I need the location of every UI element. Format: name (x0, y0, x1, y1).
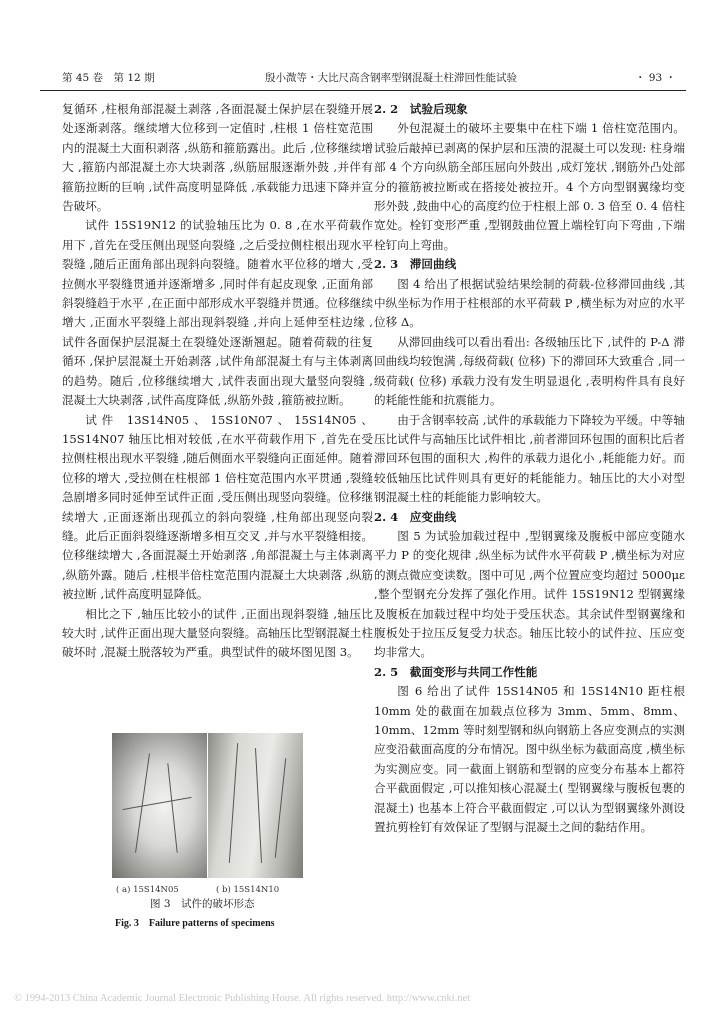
specimen-photo-15S14N10 (208, 733, 303, 878)
article-running-title: 殷小溦等・大比尺高含钢率型钢混凝土柱滞回性能试验 (265, 72, 517, 84)
paragraph: 由于含钢率较高 ,试件的承载能力下降较为平缓。中等轴压比试件与高轴压比试件相比 ,前者滞回环包围的面积比后者滞回环包围的面积大 ,构件的承载力退化小 ,耗能能力好。而较低轴压比试件则具有更好的耗能能力。轴压比的大小对型钢混凝土柱的耗能能力影响较大。 (374, 412, 685, 505)
section-heading-2-2: 2. 2 试验后现象 (374, 102, 468, 116)
paragraph: 外包混凝土的破坏主要集中在柱下端 1 倍柱宽范围内。试验后敲掉已剥离的保护层和压溃的混凝土可以发现: 柱身端部 4 个方向纵筋全部压屈向外鼓出 ,成灯笼状 ,钢筋外凸处部分的箍筋被拉断或在搭接处被拉开。4 个方向型钢翼缘均变形外鼓 ,鼓曲中心的高度约位于柱根上部 0. 3 倍至 0. 4 倍柱宽处。栓钉变形严重 ,型钢鼓曲位置上端栓钉向下弯曲 ,下端栓钉向上弯曲。 (374, 121, 685, 252)
copyright-footer: © 1994-2013 China Academic Journal Electronic Publishing House. All rights reserved. http://www.cnki.net (14, 993, 471, 1004)
section-heading-2-3: 2. 3 滞回曲线 (374, 257, 457, 272)
paragraph: 试件 13S14N05、15S10N07、15S14N05、15S14N07 轴压比相对较低 ,在水平荷载作用下 ,首先在受拉侧柱根出现水平裂缝 ,随后侧面水平裂缝向正面延伸。随着位移的增大 ,受拉侧在柱根部 1 倍柱宽范围内水平贯通 ,裂缝急剧增多同时延伸至试件正面 ,受压侧出现竖向裂缝。位移继续增大 ,正面逐渐出现孤立的斜向裂缝 ,柱角部出现竖向裂缝。此后正面斜裂缝逐渐增多相互交叉 ,并与水平裂缝相接。位移继续增大 ,各面混凝土开始剥落 ,角部混凝土与主体剥离 ,纵筋外露。随后 ,柱根半倍柱宽范围内混凝土大块剥落 ,纵筋被拉断 ,试件高度明显降低。 (62, 412, 373, 602)
page-number: ・ 93 ・ (634, 72, 676, 84)
paragraph: 图 5 为试验加载过程中 ,型钢翼缘及腹板中部应变随水平力 P 的变化规律 ,纵坐标为试件水平荷载 P ,横坐标为对应的测点微应变读数。图中可见 ,两个位置应变均超过 5000με ,整个型钢充分发挥了强化作用。试件 15S19N12 型钢翼缘及腹板在加载过程中均处于受压状态。其余试件型钢翼缘和腹板处于拉压反复受力状态。轴压比较小的试件拉、压应变均非常大。 (374, 528, 685, 660)
specimen-photo-15S14N05 (112, 733, 207, 878)
subcaption-a: ( a) 15S14N05 (116, 885, 179, 895)
figure-caption-en: Fig. 3 Failure patterns of specimens (115, 918, 275, 929)
paragraph: 试件 15S19N12 的试验轴压比为 0. 8 ,在水平荷载作用下 ,首先在受压侧出现竖向裂缝 ,之后受拉侧柱根出现水平裂缝 ,随后正面角部出现斜向裂缝。随着水平位移的增大 ,受拉侧水平裂缝贯通并逐渐增多 ,同时伴有起皮现象 ,正面角部斜裂缝趋于水平 ,在正面中部形成水平裂缝并贯通。位移继续增大 ,正面水平裂缝上部出现斜裂缝 ,并向上延伸至柱边缘 ,试件各面保护层混凝土在裂缝处逐渐翘起。随着荷载的往复循环 ,保护层混凝土开始剥落 ,试件角部混凝土有与主体剥离的趋势。随后 ,位移继续增大 ,试件表面出现大量竖向裂缝 ,混凝土大块剥落 ,试件高度降低 ,纵筋外鼓 ,箍筋被拉断。 (62, 218, 373, 408)
running-header (40, 68, 686, 91)
figure-caption-cn: 图 3 试件的破坏形态 (150, 898, 255, 910)
paragraph: 从滞回曲线可以看出看出: 各级轴压比下 ,试件的 P-Δ 滞回曲线均较饱满 ,每级荷载( 位移) 下的滞回环大致重合 ,同一级荷载( 位移) 承载力没有发生明显退化 ,表明构件具有良好的耗能性能和抗震能力。 (374, 334, 685, 408)
right-column (374, 100, 685, 837)
journal-issue: 第 45 卷 第 12 期 (62, 72, 155, 84)
section-heading-2-4: 2. 4 应变曲线 (374, 509, 457, 524)
paragraph: 相比之下 ,轴压比较小的试件 ,正面出现斜裂缝 ,轴压比较大时 ,试件正面出现大量竖向裂缝。高轴压比型钢混凝土柱破坏时 ,混凝土脱落较为严重。典型试件的破坏图见图 3。 (62, 606, 373, 660)
section-heading-2-5: 2. 5 截面变形与共同工作性能 (374, 664, 538, 679)
paragraph: 图 6 给出了试件 15S14N05 和 15S14N10 距柱根 10mm 处的截面在加载点位移为 3mm、5mm、8mm、10mm、12mm 等时刻型钢和纵向钢筋上各应变测点的实测应变沿截面高度的分布情况。图中纵坐标为截面高度 ,横坐标为实测应变。同一截面上钢筋和型钢的应变分布基本上都符合平截面假定 ,可以推知核心混凝土( 型钢翼缘与腹板包裹的混凝土) 也基本上符合平截面假定 ,可以认为型钢翼缘外测设置抗剪栓钉有效保证了型钢与混凝土之间的黏结作用。 (374, 684, 685, 835)
left-column (62, 100, 373, 663)
paragraph: 图 4 给出了根据试验结果绘制的荷载-位移滞回曲线 ,其中纵坐标为作用于柱根部的水平荷载 P ,横坐标为对应的水平位移 Δ。 (374, 276, 685, 330)
subcaption-b: ( b) 15S14N10 (216, 885, 280, 895)
figure-3-photos (104, 733, 310, 895)
paragraph: 复循环 ,柱根角部混凝土剥落 ,各面混凝土保护层在裂缝开展处逐渐剥落。继续增大位移到一定值时 ,柱根 1 倍柱宽范围内的混凝土大面积剥落 ,纵筋和箍筋露出。此后 ,位移继续增大 ,箍筋内部混凝土亦大块剥落 ,纵筋屈服逐渐外鼓 ,并伴有箍筋拉断的巨响 ,试件高度明显降低 ,承载能力迅速下降并宣告破坏。 (62, 102, 373, 214)
